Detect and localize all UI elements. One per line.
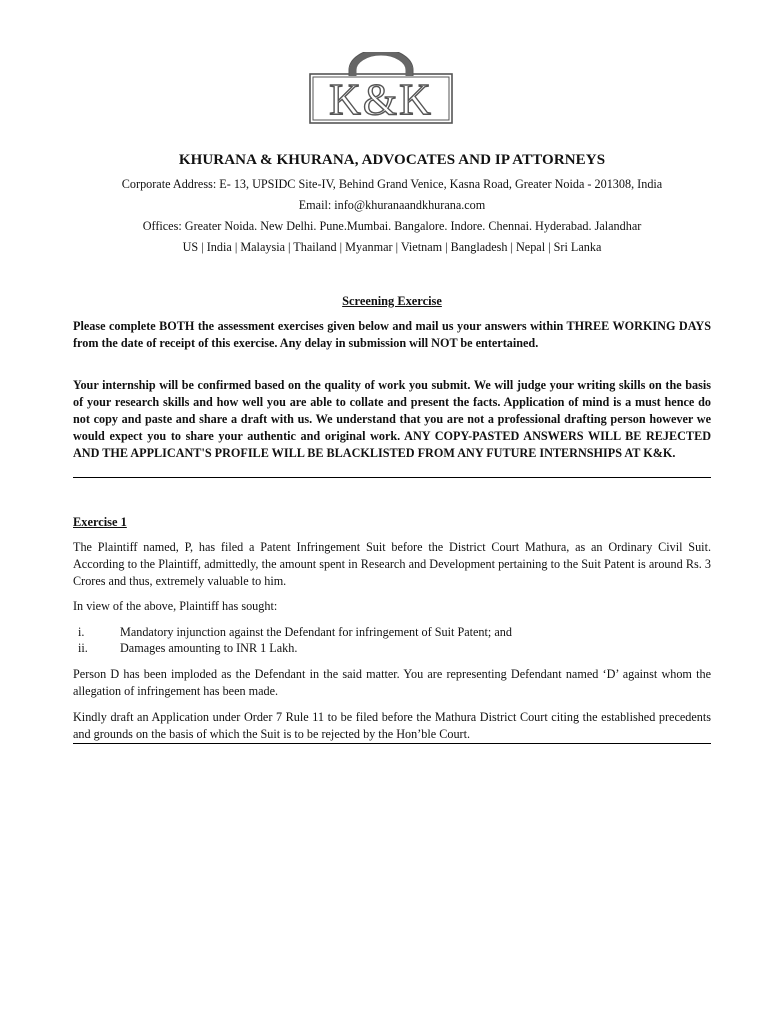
screening-title: Screening Exercise bbox=[342, 294, 442, 308]
offices-line: Offices: Greater Noida. New Delhi. Pune.Mumbai. Bangalore. Indore. Chennai. Hyderabad. Jalandhar bbox=[142, 219, 642, 233]
divider bbox=[73, 477, 711, 478]
task-instruction: Kindly draft an Application under Order 7 Rule 11 to be filed before the Mathura District Court citing the established precedents and grounds on the basis of which the Suit is to be rejected by the Hon’ble Court. bbox=[73, 710, 711, 741]
screening-warning: Your internship will be confirmed based on the quality of work you submit. We will judge your writing skills on the basis of your research skills and how well you are able to collate and present the facts. Application of mind is a must hence do not copy and paste and share a draft with us. We understand that you are not a professional drafting person however we would expect you to share your authentic and original work. ANY COPY-PASTED ANSWERS WILL BE REJECTED AND THE APPLICANT'S PROFILE WILL BE BLACKLISTED FROM ANY FUTURE INTERNSHIPS AT K&K. bbox=[73, 378, 711, 460]
defendant-info: Person D has been imploded as the Defendant in the said matter. You are representing Defendant named ‘D’ against whom the allegation of infringement has been made. bbox=[73, 667, 711, 698]
list-text: Damages amounting to INR 1 Lakh. bbox=[120, 641, 298, 655]
screening-instructions: Please complete BOTH the assessment exercises given below and mail us your answers within THREE WORKING DAYS from the date of receipt of this exercise. Any delay in submission will NOT be entertained. bbox=[73, 319, 711, 350]
svg-text:K&K: K&K bbox=[329, 75, 433, 124]
exercise-title: Exercise 1 bbox=[73, 515, 127, 529]
countries-line: US | India | Malaysia | Thailand | Myanmar | Vietnam | Bangladesh | Nepal | Sri Lanka bbox=[182, 240, 602, 254]
list-number: i. bbox=[78, 625, 85, 639]
relief-list bbox=[73, 624, 711, 656]
kk-logo-icon bbox=[309, 52, 453, 124]
relief-intro: In view of the above, Plaintiff has sought: bbox=[73, 599, 278, 613]
corporate-address: Corporate Address: E- 13, UPSIDC Site-IV, Behind Grand Venice, Kasna Road, Greater Noida - 201308, India bbox=[121, 177, 663, 191]
list-item bbox=[73, 640, 711, 656]
divider bbox=[73, 743, 711, 744]
firm-name: KHURANA & KHURANA, ADVOCATES AND IP ATTORNEYS bbox=[178, 152, 606, 168]
email-line: Email: info@khuranaandkhurana.com bbox=[298, 198, 486, 212]
exercise-facts: The Plaintiff named, P, has filed a Patent Infringement Suit before the District Court Mathura, as an Ordinary Civil Suit. According to the Plaintiff, admittedly, the amount spent in Research and Development pertaining to the Suit Patent is around Rs. 3 Crores and thus, extremely valuable to him. bbox=[73, 540, 711, 588]
list-item bbox=[73, 624, 711, 640]
list-text: Mandatory injunction against the Defendant for infringement of Suit Patent; and bbox=[120, 625, 512, 639]
list-number: ii. bbox=[78, 641, 88, 655]
